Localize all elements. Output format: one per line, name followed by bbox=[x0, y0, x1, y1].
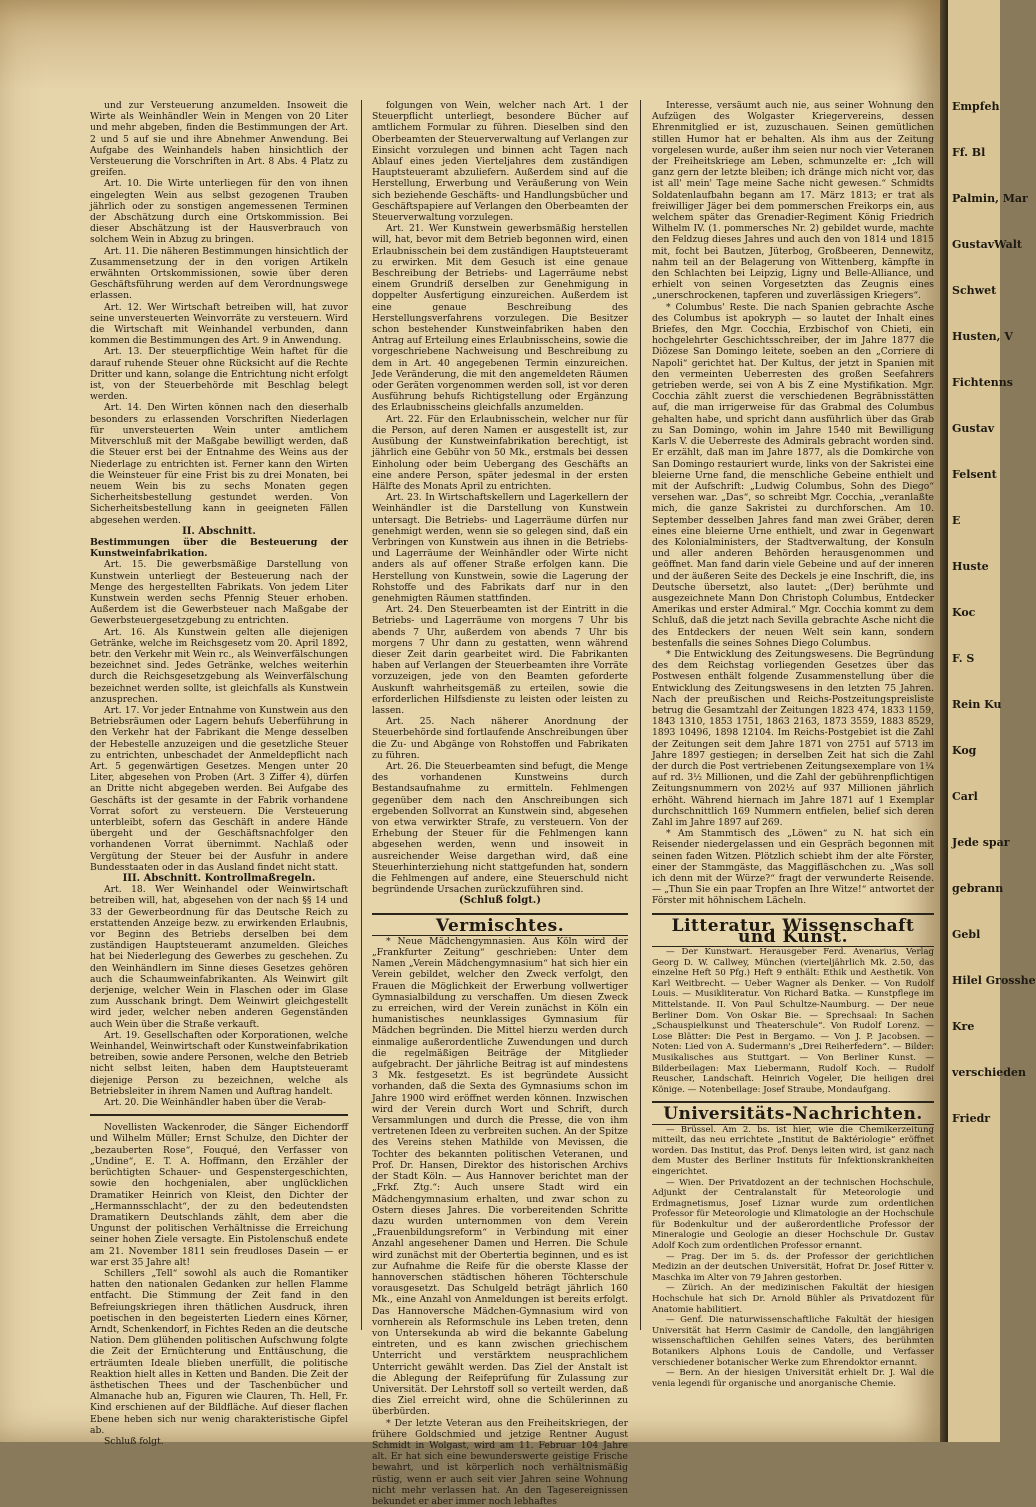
advert-fragment: Felsent bbox=[952, 468, 997, 481]
university-news-item: — Brüssel. Am 2. bs. ist hier, wie die Chemikerzeitung mitteilt, das neu errichtete „Institut de Baktériologie“ eröffnet worden. Das Institut, das Prof. Denys leiten wird, ist ganz nach dem Muster des Berliner Instituts für Infektionskrankheiten eingerichtet. bbox=[652, 1124, 934, 1177]
feuilleton-paragraph: Schillers „Tell“ sowohl als auch die Romantiker hatten den nationalen Gedanken zur hellen Flamme entfacht. Die Stimmung der Zeit fand in den Befreiungskriegen ihren thätlichen Ausdruck, ihren poetischen in den begeisterten Liedern eines Körner, Arndt, Schenkendorf, in Fichtes Reden an die deutsche Nation. Dem glühenden politischen Aufschwung folgte die Zeit der Ernüchterung und Enttäuschung, die erträumten Ideale blieben unerfüllt, die politische Reaktion hielt alles in Ketten und Banden. Die Zeit der ästhetischen Thees und der Taschenbücher und Almanache hub an, Figuren wie Clauren, Th. Hell, Fr. Kind erschienen auf der Bildfläche. Auf dieser flachen Ebene heben sich nur wenig charakteristische Gipfel ab. bbox=[90, 1267, 348, 1436]
advert-fragment: Fichtenns bbox=[952, 376, 1013, 389]
article-paragraph: Art. 14. Den Wirten können nach den dieserhalb besonders zu erlassenden Vorschriften Niederlagen für unversteuerten Wein unter amtlichem Mitverschluß mit der Maßgabe bewilligt werden, daß die Steuer erst bei der Entnahme des Weins aus der Niederlage zu entrichten ist. Ferner kann den Wirten die Weinsteuer für eine Frist bis zu drei Monaten, bei neuem Wein bis zu sechs Monaten gegen Sicherheitsbestellung gestundet werden. Von Sicherheitsbestellung kann in geeigneten Fällen abgesehen werden. bbox=[90, 402, 348, 526]
advert-fragment: Kog bbox=[952, 744, 977, 757]
article-paragraph: Art. 13. Der steuerpflichtige Wein haftet für die darauf ruhende Steuer ohne Rücksicht auf die Rechte Dritter und kann, solange die Entrichtung nicht erfolgt ist, von der Steuerbehörde mit Beschlag belegt werden. bbox=[90, 346, 348, 403]
advert-fragment: Huste bbox=[952, 560, 989, 573]
feuilleton bbox=[90, 1122, 348, 1447]
article-paragraph: Art. 19. Gesellschaften oder Korporationen, welche Weinhandel, Weinwirtschaft oder Kunstweinfabrikation betreiben, sowie andere Personen, welche den Betrieb nicht selbst leiten, haben dem Hauptsteueramt diejenige Person zu bezeichnen, welche als Betriebsleiter in ihrem Namen und Auftrag handelt. bbox=[90, 1029, 348, 1097]
news-item: * Am Stammtisch des „Löwen“ zu N. hat sich ein Reisender niedergelassen und ein Gespräch begonnen mit seinen faden Witzen. Plötzlich schiebt ihm der alte Förster, einer der Stammgäste, das Maggifläschchen zu. „Was soll ich denn mit der Würze?“ fragt der verwunderte Reisende. — „Thun Sie ein paar Tropfen an Ihre Witze!“ antwortet der Förster mit höhnischem Lächeln. bbox=[652, 828, 934, 907]
advert-fragment: gebrann bbox=[952, 882, 1004, 895]
advert-fragment: Gustav bbox=[952, 422, 995, 435]
article-paragraph: Art. 15. Die gewerbsmäßige Darstellung von Kunstwein unterliegt der Besteuerung nach der Menge des hergestellten Fabrikats. Von jedem Liter Kunstwein werden sechs Pfennig Steuer erhoben. Außerdem ist die Gewerbsteuer nach Maßgabe der Gewerbsteuergesetzgebung zu entrichten. bbox=[90, 559, 348, 627]
page-top-shadow bbox=[0, 0, 940, 90]
article-paragraph: Art. 20. Die Weinhändler haben über die Verab- bbox=[104, 1097, 326, 1109]
feuilleton-divider bbox=[90, 1114, 348, 1116]
news-item: * Neue Mädchengymnasien. Aus Köln wird der „Frankfurter Zeitung“ geschrieben: Unter dem Namen „Verein Mädchengymnasium“ hat sich hier ein Verein gebildet, welcher den Zweck verfolgt, den Frauen die Möglichkeit der Erwerbung vollwertiger Gymnasialbildung zu verschaffen. Um diesen Zweck zu erreichen, wird der Verein zunächst in Köln ein humanistisches neunklassiges Gymnasium für Mädchen begründen. Die Mittel hierzu werden durch einmalige außerordentliche Zuwendungen und durch die regelmäßigen Beiträge der Mitglieder aufgebracht. Der jährliche Beitrag ist auf mindestens 3 Mk. festgesetzt. Es ist begründete Aussicht vorhanden, daß die Sexta des Gymnasiums schon im Jahre 1900 wird eröffnet werden können. Inzwischen wird der Verein durch Wort und Schrift, durch Versammlungen und durch die Presse, die von ihm vertretenen Ideen zu verbreiten suchen. An der Spitze des Vereins stehen Mathilde von Mevissen, die Tochter des bekannten politischen Veteranen, und Prof. Dr. Hansen, Direktor des historischen Archivs der Stadt Köln. — Aus Hannover berichtet man der „Frkf. Ztg.“: Auch unsere Stadt wird ein Mädchengymnasium erhalten, und zwar schon zu Ostern dieses Jahres. Die vorbereitenden Schritte dazu wurden unternommen von dem Verein „Frauenbildungsreform“ in Verbindung mit einer Anzahl angesehener Damen und Herren. Die Schule wird zunächst mit der Obertertia beginnen, und es ist zur Aufnahme die Reife für die oberste Klasse der hannoverschen städtischen höheren Töchterschule vorausgesetzt. Das Schulgeld beträgt jährlich 160 Mk., eine Anzahl von Anmeldungen ist bereits erfolgt. Das Hannoversche Mädchen-Gymnasium wird von vornherein als Reformschule ins Leben treten, denn von Untersekunda ab wird die bekannte Gabelung eintreten, und es kann zwischen griechischem Unterricht und verstärktem neusprachlichem Unterricht gewählt werden. Das Ziel der Anstalt ist die Ablegung der Reifeprüfung für Zulassung zur Universität. Der Lehrstoff soll so verteilt werden, daß dies Ziel erreicht wird, ohne die Schülerinnen zu überbürden. bbox=[372, 935, 628, 1418]
university-news-item: — Prag. Der im 5. ds. der Professor der gerichtlichen Medizin an der deutschen Universität, Hofrat Dr. Josef Ritter v. Maschka im Alter von 79 Jahren gestorben. bbox=[652, 1251, 934, 1283]
article-paragraph: Art. 25. Nach näherer Anordnung der Steuerbehörde sind fortlaufende Anschreibungen über die Zu- und Abgänge von Rohstoffen und Fabrikaten zu führen. bbox=[372, 716, 628, 761]
column-divider-1 bbox=[361, 100, 362, 1330]
news-item: * Columbus' Reste. Die nach Spanien gebrachte Asche des Columbus ist apokryph — so lautet der Inhalt eines Briefes, den Mgr. Cocchia, Erzbischof von Chieti, ein hochgelehrter Geschichtsschreiber, der im Jahre 1877 die Diözese San Domingo leitete, soeben an den „Corriere di Napoli“ gerichtet hat. Der Kultus, der jetzt in Spanien mit den vermeinten Ueberresten des großen Seefahrers getrieben werde, sei von A bis Z eine Mystifikation. Mgr. Cocchia zählt zuerst die verschiedenen Begräbnisstätten auf, die man irrigerweise für das Grabmal des Columbus gehalten habe, und spricht dann ausführlich über das Grab zu San Domingo, wohin im Jahre 1540 mit Bewilligung Karls V. die Ueberreste des Admirals gebracht worden sind. Er erzählt, daß man im Jahre 1877, als die Domkirche von San Domingo restauriert wurde, links von der Sakristei eine bleierne Urne fand, die menschliche Gebeine enthielt und mit der Aufschrift: „Ludwig Columbus, Sohn des Diego“ versehen war. „Das“, so schreibt Mgr. Cocchia, „veranlaßte mich, die ganze Sakristei zu durchforschen. Am 10. September desselben Jahres fand man zwei Gräber, deren eines eine bleierne Urne enthielt, und zwar in Gegenwart des Kolonialministers, der Stadtverwaltung, der Konsuln und aller anderen Behörden herausgenommen und geöffnet. Man fand darin viele Gebeine und auf der inneren und der äußeren Seite des Deckels je eine Inschrift, die, ins Deutsche übersetzt, also lautet: „(Der) berühmte und ausgezeichnete Mann Don Christoph Columbus, Entdecker Amerikas und erster Admiral.“ Mgr. Cocchia kommt zu dem Schluß, daß die jetzt nach Sevilla gebrachte Asche nicht die des Entdeckers der neuen Welt sein kann, sondern bestenfalls die seines Sohnes Diego Columbus. bbox=[652, 301, 934, 649]
section-3-title: III. Abschnitt. Kontrollmaßregeln. bbox=[122, 873, 316, 885]
vermischtes-articles bbox=[372, 936, 628, 1507]
column-3-articles bbox=[652, 100, 934, 907]
advert-fragment: E bbox=[952, 514, 961, 527]
to-be-continued-note: (Schluß folgt.) bbox=[458, 895, 542, 907]
article-paragraph: Art. 21. Wer Kunstwein gewerbsmäßig herstellen will, hat, bevor mit dem Betrieb begonnen wird, einen Erlaubnisschein bei dem zuständigen Hauptsteueramt zu erwirken. Mit dem Gesuch ist eine genaue Beschreibung der Betriebs- und Lagerräume nebst einem Grundriß derselben zur Genehmigung in doppelter Ausfertigung einzureichen. Außerdem ist eine genaue Beschreibung des Herstellungsverfahrens vorzulegen. Die Besitzer schon bestehender Kunstweinfabriken haben den Antrag auf Erteilung eines Erlaubnisscheins, sowie die vorgeschriebene Nachweisung und Beschreibung zu dem in Art. 40 angegebenen Termin einzureichen. Jede Veränderung, die mit den angemeldeten Räumen oder Geräten vorgenommen werden soll, ist vor deren Ausführung behufs Richtigstellung oder Ergänzung des Erlaubnisscheins gleichfalls anzumelden. bbox=[372, 223, 628, 414]
article-paragraph: Art. 22. Für den Erlaubnisschein, welcher nur für die Person, auf deren Namen er ausgestellt ist, zur Ausübung der Kunstweinfabrikation berechtigt, ist jährlich eine Gebühr von 50 Mk., erstmals bei dessen Einholung oder beim Uebergang des Geschäfts an eine andere Person, später jedesmal in der ersten Hälfte des Monats April zu entrichten. bbox=[372, 413, 628, 492]
advert-fragment: Koc bbox=[952, 606, 976, 619]
advert-fragment: Carl bbox=[952, 790, 978, 803]
advert-fragment: Ff. Bl bbox=[952, 146, 986, 159]
literatur-articles bbox=[652, 947, 934, 1095]
news-item: Interesse, versäumt auch nie, aus seiner Wohnung den Aufzügen des Wolgaster Kriegervereins, dessen Ehrenmitglied er ist, zuzuschauen. Seinen gemütlichen stillen Humor hat er behalten. Als ihm aus der Zeitung vorgelesen wurde, außer ihm seien nur noch vier Veteranen der Freiheitskriege am Leben, schmunzelte er: „Ich will ganz gern der letzte bleiben; ich dränge mich nicht vor, das ist all' mein' Tage meine Sache nicht gewesen.“ Schmidts Soldatenlaufbahn begann am 17. März 1813; er trat als freiwilliger Jäger bei dem pommerschen Freikorps ein, aus welchem später das Grenadier-Regiment König Friedrich Wilhelm IV. (1. pommersches Nr. 2) gebildet wurde, machte den Feldzug dieses Jahres und auch den von 1814 und 1815 mit, focht bei Bautzen, Jüterbog, Großbeeren, Dennewitz, nahm teil an der Belagerung von Wittenberg, kämpfte in den Schlachten bei Leipzig, Ligny und Belle-Alliance, und erhielt von seinen Vorgesetzten das Zeugnis eines „unerschrockenen, tapferen und zuverlässigen Kriegers“. bbox=[652, 100, 934, 302]
article-paragraph: Art. 16. Als Kunstwein gelten alle diejenigen Getränke, welche im Reichsgesetz vom 20. April 1892, betr. den Verkehr mit Wein rc., als Weinverfälschungen bezeichnet sind. Jedes Getränke, welches weiterhin durch die Reichsgesetzgebung als Weinverfälschung bezeichnet werden sollte, ist gleichfalls als Kunstwein anzusprechen. bbox=[90, 626, 348, 705]
column-1 bbox=[90, 100, 348, 1447]
section-2-title: II. Abschnitt. bbox=[182, 525, 256, 537]
news-item: * Die Entwicklung des Zeitungswesens. Die Begründung des dem Reichstag vorliegenden Gesetzes über das Postwesen enthält folgende Zusammenstellung über die Entwicklung des Zeitungswesens in den letzten 75 Jahren. Nach der preußischen und Reichs-Postzeitungspreisliste betrug die Gesamtzahl der Zeitungen 1823 474, 1833 1159, 1843 1310, 1853 1751, 1863 2163, 1873 3559, 1883 8529, 1893 10496, 1898 12104. Im Reichs-Postgebiet ist die Zahl der Zeitungen seit dem Jahre 1871 von 2751 auf 5713 im Jahre 1897 gestiegen; in derselben Zeit hat sich die Zahl der durch die Post vertriebenen Zeitungsexemplare von 1¼ auf rd. 3½ Millionen, und die Zahl der gebührenpflichtigen Zeitungsnummern von 202½ auf 937 Millionen jährlich erhöht. Während hiernach im Jahre 1871 auf 1 Exemplar durchschnittlich 169 Nummern entfielen, belief sich deren Zahl im Jahre 1897 auf 269. bbox=[652, 648, 934, 828]
advert-fragment: Kre bbox=[952, 1020, 975, 1033]
university-news-item: — Wien. Der Privatdozent an der technischen Hochschule, Adjunkt der Centralanstalt für Meteorologie und Erdmagnetismus, Josef Liznar wurde zum ordentlichen Professor für Meteorologie und Klimatologie an der Hochschule für Bodenkultur und der außerordentliche Professor der Mineralogie und Geologie an dieser Hochschule Dr. Gustav Adolf Koch zum ordentlichen Professor ernannt. bbox=[652, 1177, 934, 1252]
advert-fragment: Friedr bbox=[952, 1112, 991, 1125]
feuilleton-paragraph: Schluß folgt. bbox=[104, 1435, 164, 1447]
advert-fragment: Husten, V bbox=[952, 330, 1013, 343]
literature-item: — Der Kunstwart. Herausgeber Ferd. Avenarius, Verlag Georg D. W. Callwey, München (vierteljährlich Mk. 2.50, das einzelne Heft 50 Pfg.) Heft 9 enthält: Ethik und Aesthetik. Von Karl Weitbrecht. — Ueber Wagner als Denker. — Von Rudolf Louis. — Musikliteratur. Von Richard Batka. — Kunstpflege im Mittelstande. II. Von Paul Schultze-Naumburg. — Der neue Berliner Dom. Von Oskar Bie. — Sprechsaal: In Sachen „Schauspielkunst und Theaterschule“. Von Rudolf Lorenz. — Lose Blätter: Die Pest in Bergamo. — Von J. P. Jacobsen. — Noten: Lied von A. Sudermann's „Drei Reiherfedern“. — Bilder: Musikalisches aus Stuttgart. — Von Berliner Kunst. — Bilderbeilagen: Max Liebermann, Rudolf Koch. — Rudolf Reuscher, Landschaft. Heinrich Vogeler, Die heiligen drei Könige. — Notenbeilage: Josef Straube, Mondaufgang. bbox=[652, 947, 934, 1095]
advert-fragment: Hilel Grosshe bbox=[952, 974, 1036, 987]
section-2-articles bbox=[90, 559, 348, 873]
column-2 bbox=[372, 100, 628, 1507]
article-paragraph: Art. 10. Die Wirte unterliegen für den von ihnen eingelegten Wein aus selbst gezogenen Trauben jährlich oder zu sonstigen angemessenen Terminen der Abschätzung durch eine Ortskommission. Bei dieser Abschätzung ist der Hausverbrauch von solchem Wein in Abzug zu bringen. bbox=[90, 178, 348, 246]
section-3-articles bbox=[90, 884, 348, 1108]
column-1-articles bbox=[90, 100, 348, 526]
adjacent-page-edge bbox=[948, 0, 1036, 1442]
university-news-item: — Zürich. An der medizinischen Fakultät der hiesigen Hochschule hat sich Dr. Arnold Bühler als Privatdozent für Anatomie habilitiert. bbox=[652, 1283, 934, 1315]
section-2-subtitle: Bestimmungen über die Besteuerung der Kunstweinfabrikation. bbox=[90, 536, 348, 560]
advert-fragment: Empfeh bbox=[952, 100, 1000, 113]
news-item: * Der letzte Veteran aus den Freiheitskriegen, der frühere Goldschmied und jetzige Rentner August Schmidt in Wolgast, wird am 11. Februar 104 Jahre alt. Er hat sich eine bewunderswerte geistige Frische bewahrt, und ist körperlich noch verhältnismäßig rüstig, wenn er auch seit vier Jahren seine Wohnung nicht mehr verlassen hat. An den Tagesereignissen bekundet er aber immer noch lebhaftes bbox=[372, 1417, 628, 1507]
advert-fragment: Rein Ku bbox=[952, 698, 1002, 711]
uni-divider bbox=[652, 1101, 934, 1103]
advert-fragment: Gebl bbox=[952, 928, 981, 941]
article-paragraph: Art. 18. Wer Weinhandel oder Weinwirtschaft betreiben will, hat, abgesehen von der nach §§ 14 und 33 der Gewerbeordnung für das Deutsche Reich zu erstattenden Anzeige bezw. zu erwirkenden Erlaubnis, vor Beginn des Betriebs derselben bei dem zuständigen Hauptsteueramt anzumelden. Gleiches hat bei Niederlegung des Gewerbes zu geschehen. Zu den Weinhändlern im Sinne dieses Gesetzes gehören auch die Schaumweinfabrikanten. Als Weinwirt gilt derjenige, welcher Wein in Flaschen oder im Glase zum Ausschank bringt. Dem Weinwirt gleichgestellt wird jeder, welcher neben anderen Gegenständen auch Wein über die Straße verkauft. bbox=[90, 884, 348, 1030]
advert-fragment: verschieden bbox=[952, 1066, 1026, 1079]
article-paragraph: Art. 23. In Wirtschaftskellern und Lagerkellern der Weinhändler ist die Darstellung von Kunstwein untersagt. Die Betriebs- und Lagerräume dürfen nur genehmigt werden, wenn sie so gelegen sind, daß ein Verbringen von Kunstwein aus ihnen in die Betriebs- und Lagerräume der Weinhändler oder Wirte nicht anders als auf offener Straße erfolgen kann. Die Herstellung von Kunstwein, sowie die Lagerung der Rohstoffe und des Fabrikats darf nur in den genehmigten Räumen stattfinden. bbox=[372, 492, 628, 604]
uni-heading: Universitäts-Nachrichten. bbox=[652, 1109, 934, 1124]
university-news-item: — Bern. An der hiesigen Universität erhielt Dr. J. Wal die venia legendi für organische und anorganische Chemie. bbox=[652, 1368, 934, 1389]
literatur-divider bbox=[652, 913, 934, 915]
advert-fragment: GustavWalt bbox=[952, 238, 1022, 251]
feuilleton-paragraph: Novellisten Wackenroder, die Sänger Eichendorff und Wilhelm Müller; Ernst Schulze, den Dichter der „bezauberten Rose“, Fouqué, den Verfasser von „Undine“, E. T. A. Hoffmann, den Erzähler der berüchtigten Schauer- und Gespenstergeschichten, sowie den hochgenialen, aber unglücklichen Dramatiker Heinrich von Kleist, den Dichter der „Hermannsschlacht“, der zu den bedeutendsten Dramatikern Deutschlands zählt, dem aber die Ungunst der politischen Verhältnisse die Erreichung seiner hohen Ziele versagte. Ein Pistolenschuß endete am 21. November 1811 sein freudloses Dasein — er war erst 35 Jahre alt! bbox=[90, 1122, 348, 1268]
uni-articles bbox=[652, 1125, 934, 1390]
literatur-heading: Litteratur, Wissenschaft und Kunst. bbox=[652, 921, 934, 947]
vermischtes-divider bbox=[372, 913, 628, 915]
book-spine bbox=[940, 0, 948, 1442]
article-paragraph: und zur Versteuerung anzumelden. Insoweit die Wirte als Weinhändler Wein in Mengen von 20 Liter und mehr abgeben, finden die Bestimmungen der Art. 2 und 5 auf sie und ihre Abnehmer Anwendung. Bei Aufgabe des Weinhandels haben hinsichtlich der Versteuerung die Vorschriften in Art. 8 Abs. 4 Platz zu greifen. bbox=[90, 100, 348, 179]
article-paragraph: Art. 24. Den Steuerbeamten ist der Eintritt in die Betriebs- und Lagerräume von morgens 7 Uhr bis abends 7 Uhr, außerdem von abends 7 Uhr bis morgens 7 Uhr dann zu gestatten, wenn während dieser Zeit darin gearbeitet wird. Die Fabrikanten haben auf Verlangen der Steuerbeamten ihre Vorräte vorzuzeigen, jede von den Beamten geforderte Auskunft wahrheitsgemäß zu erteilen, sowie die erforderlichen Hilfsdienste zu leisten oder leisten zu lassen. bbox=[372, 604, 628, 716]
article-paragraph: folgungen von Wein, welcher nach Art. 1 der Steuerpflicht unterliegt, besondere Bücher auf amtlichem Formular zu führen. Dieselben sind den Oberbeamten der Steuerverwaltung auf Verlangen zur Einsicht vorzulegen und binnen acht Tagen nach Ablauf eines jeden Vierteljahres dem zuständigen Hauptsteueramt abzuliefern. Außerdem sind auf die Herstellung, Erwerbung und Veräußerung von Wein sich beziehende Geschäfts- und Handlungsbücher und Geschäftspapiere auf Verlangen den Oberbeamten der Steuerverwaltung vorzulegen. bbox=[372, 100, 628, 224]
university-news-item: — Genf. Die naturwissenschaftliche Fakultät der hiesigen Universität hat Herrn Casimir de Candolle, den langjährigen wissenschaftlichen Gehilfen seines Vaters, des berühmten Botanikers Alphons Louis de Candolle, und Verfasser verschiedener botanischer Werke zum Ehrendoktor ernannt. bbox=[652, 1315, 934, 1368]
advert-fragment: F. S bbox=[952, 652, 975, 665]
article-paragraph: Art. 17. Vor jeder Entnahme von Kunstwein aus den Betriebsräumen oder Lagern behufs Ueberführung in den Verkehr hat der Fabrikant die Menge desselben der Hebestelle anzuzeigen und die gesetzliche Steuer zu entrichten, unbeschadet der Anmeldepflicht nach Art. 5 gegenwärtigen Gesetzes. Mengen unter 20 Liter, abgesehen von Proben (Art. 3 Ziffer 4), dürfen an Dritte nicht abgegeben werden. Bei Aufgabe des Geschäfts ist der gesamte in der Fabrik vorhandene Vorrat sofort zu versteuern. Die Versteuerung unterbleibt, sofern das Geschäft in andere Hände übergeht und der Geschäftsnachfolger den vorhandenen Vorrat übernimmt. Nachlaß oder Vergütung der Steuer bei der Ausfuhr in andere Bundesstaaten oder in das Ausland findet nicht statt. bbox=[90, 704, 348, 873]
column-3 bbox=[652, 100, 934, 1389]
article-paragraph: Art. 26. Die Steuerbeamten sind befugt, die Menge des vorhandenen Kunstweins durch Bestandsaufnahme zu ermitteln. Fehlmengen gegenüber dem nach den Anschreibungen sich ergebenden Sollvorrat an Kunstwein sind, abgesehen von etwa verwirkter Strafe, zu versteuern. Von der Erhebung der Steuer für die Fehlmengen kann abgesehen werden, wenn und insoweit in ausreichender Weise dargethan wird, daß eine Steuerhinterziehung nicht stattgefunden hat, sondern die Fehlmengen auf andere, eine Steuerschuld nicht begründende Ursachen zurückzuführen sind. bbox=[372, 760, 628, 896]
article-paragraph: Art. 12. Wer Wirtschaft betreiben will, hat zuvor seine unversteuerten Weinvorräte zu versteuern. Wird die Wirtschaft mit Weinhandel verbunden, dann kommen die Bestimmungen des Art. 9 in Anwendung. bbox=[90, 301, 348, 347]
advert-fragment: Schwet bbox=[952, 284, 997, 297]
advert-fragment: Jede spar bbox=[952, 836, 1010, 849]
article-paragraph: Art. 11. Die näheren Bestimmungen hinsichtlich der Zusammensetzung der in den vorigen Artikeln erwähnten Ortskommissionen, sowie über deren Geschäftsführung werden auf dem Verordnungswege erlassen. bbox=[90, 245, 348, 302]
vermischtes-heading: Vermischtes. bbox=[372, 921, 628, 936]
advert-fragment: Palmin, Mar bbox=[952, 192, 1028, 205]
column-divider-2 bbox=[640, 100, 641, 1330]
column-2-articles bbox=[372, 100, 628, 895]
